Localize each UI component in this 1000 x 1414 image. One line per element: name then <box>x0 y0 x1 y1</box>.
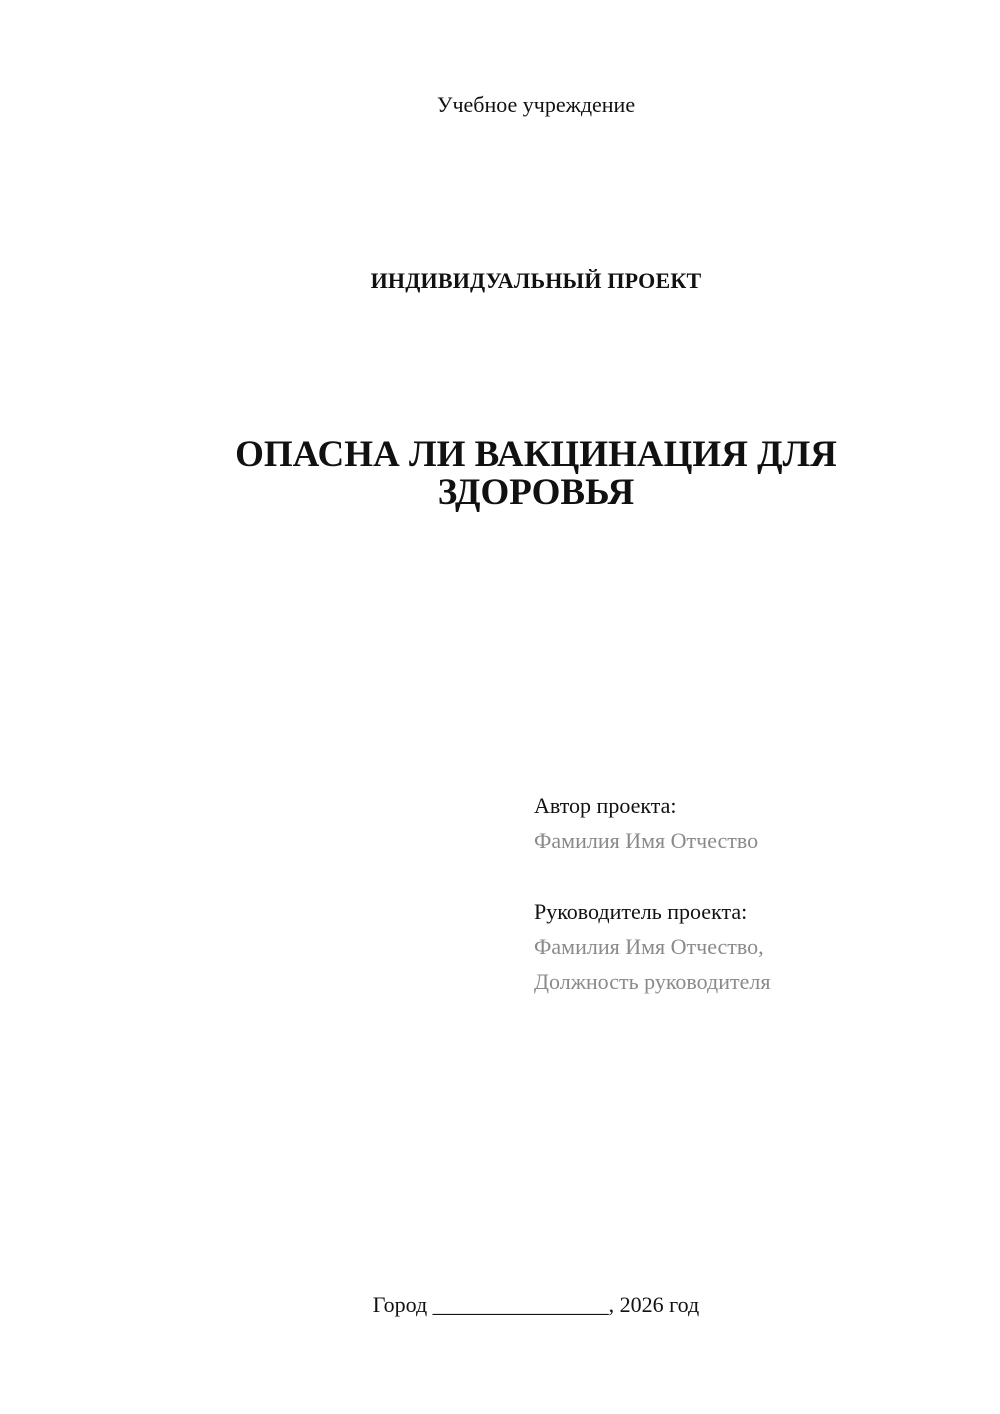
city-year-footer: Город ________________, 2026 год <box>372 1292 700 1317</box>
supervisor-label: Руководитель проекта: <box>534 899 748 924</box>
institution-name: Учебное учреждение <box>436 92 636 117</box>
project-title <box>0 436 1000 512</box>
authors-spacer <box>534 858 954 894</box>
supervisor-name-placeholder: Фамилия Имя Отчество, <box>534 934 764 959</box>
project-title-line-2: ЗДОРОВЬЯ <box>437 472 635 513</box>
project-title-line-1: ОПАСНА ЛИ ВАКЦИНАЦИЯ ДЛЯ <box>235 434 837 475</box>
author-label: Автор проекта: <box>534 793 677 818</box>
supervisor-position-placeholder: Должность руководителя <box>534 969 771 994</box>
author-name-placeholder: Фамилия Имя Отчество <box>534 828 759 853</box>
authors-block <box>534 788 954 999</box>
project-type-heading: ИНДИВИДУАЛЬНЫЙ ПРОЕКТ <box>370 268 702 293</box>
